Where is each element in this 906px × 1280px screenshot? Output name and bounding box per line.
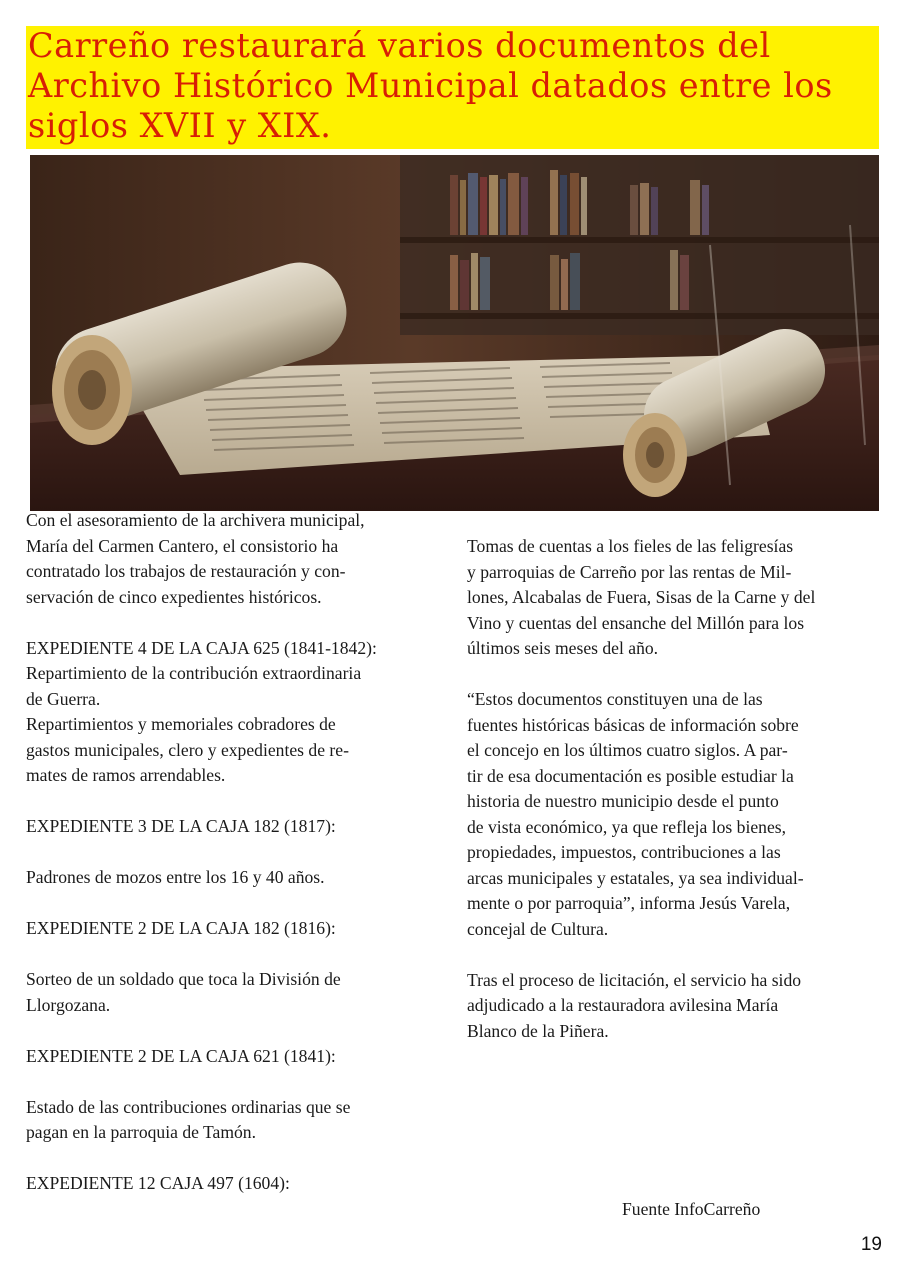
right-column <box>467 534 882 1044</box>
text-line: Padrones de mozos entre los 16 y 40 años. <box>26 867 325 887</box>
text-line: Llorgozana. <box>26 994 111 1015</box>
text-line: María del Carmen Cantero, el consistorio ha <box>26 535 339 556</box>
blank-line <box>26 1146 446 1172</box>
text-line: adjudicado a la restauradora avilesina María <box>467 995 779 1015</box>
text-line: propiedades, impuestos, contribuciones a las <box>467 842 781 862</box>
text-line: mates de ramos arrendables. <box>26 765 226 785</box>
left-column <box>26 508 446 1197</box>
text-line: Sorteo de un soldado que toca la División de <box>26 969 341 989</box>
blank-line <box>467 662 882 688</box>
text-line: contratado los trabajos de restauración y con- <box>26 561 346 581</box>
text-line: Estado de las contribuciones ordinarias que se <box>26 1096 351 1117</box>
text-line: tir de esa documentación es posible estudiar la <box>467 765 794 786</box>
text-line: servación de cinco expedientes históricos. <box>26 586 322 607</box>
source-credit: Fuente InfoCarreño <box>622 1199 761 1219</box>
text-line: de vista económico, ya que refleja los bienes, <box>467 816 787 837</box>
blank-line <box>26 942 446 968</box>
text-line: EXPEDIENTE 2 DE LA CAJA 182 (1816): <box>26 918 336 938</box>
blank-line <box>26 789 446 815</box>
blank-line <box>26 891 446 917</box>
text-line: Vino y cuentas del ensanche del Millón para los <box>467 612 805 633</box>
text-line: Tras el proceso de licitación, el servicio ha sido <box>467 969 802 990</box>
title-line: Carreño restaurará varios documentos del <box>28 26 771 65</box>
text-line: Repartimientos y memoriales cobradores de <box>26 714 336 734</box>
text-line: historia de nuestro municipio desde el punto <box>467 791 779 811</box>
text-line: últimos seis meses del año. <box>467 638 659 658</box>
text-line: el concejo en los últimos cuatro siglos. A par- <box>467 740 788 760</box>
blank-line <box>26 610 446 636</box>
text-line: concejal de Cultura. <box>467 918 609 939</box>
text-line: de Guerra. <box>26 688 101 709</box>
text-line: lones, Alcabalas de Fuera, Sisas de la Carne y del <box>467 587 816 607</box>
text-line: Con el asesoramiento de la archivera municipal, <box>26 510 365 530</box>
text-line: mente o por parroquia”, informa Jesús Varela, <box>467 893 791 913</box>
text-line: EXPEDIENTE 4 DE LA CAJA 625 (1841-1842): <box>26 637 377 658</box>
blank-line <box>26 1069 446 1095</box>
text-line: “Estos documentos constituyen una de las <box>467 689 763 709</box>
text-line: pagan en la parroquia de Tamón. <box>26 1122 257 1142</box>
text-line: EXPEDIENTE 12 CAJA 497 (1604): <box>26 1173 290 1193</box>
text-line: gastos municipales, clero y expedientes de re- <box>26 739 349 760</box>
text-line: fuentes históricas básicas de información sobre <box>467 714 799 735</box>
blank-line <box>467 942 882 968</box>
text-line: arcas municipales y estatales, ya sea individual- <box>467 867 804 888</box>
title-line: siglos XVII y XIX. <box>28 106 332 145</box>
text-line: EXPEDIENTE 3 DE LA CAJA 182 (1817): <box>26 816 336 836</box>
text-line: y parroquias de Carreño por las rentas de Mil- <box>467 561 792 582</box>
text-line: EXPEDIENTE 2 DE LA CAJA 621 (1841): <box>26 1045 336 1066</box>
blank-line <box>26 1018 446 1044</box>
text-line: Repartimiento de la contribución extraordinaria <box>26 663 362 683</box>
page-number: 19 <box>860 1234 882 1255</box>
article-title <box>28 26 879 146</box>
blank-line <box>26 840 446 866</box>
title-line: Archivo Histórico Municipal datados entre los <box>28 66 833 105</box>
text-line: Tomas de cuentas a los fieles de las feligresías <box>467 536 794 556</box>
scroll-photo <box>30 155 879 511</box>
text-line: Blanco de la Piñera. <box>467 1020 609 1041</box>
headline-banner <box>26 26 879 149</box>
